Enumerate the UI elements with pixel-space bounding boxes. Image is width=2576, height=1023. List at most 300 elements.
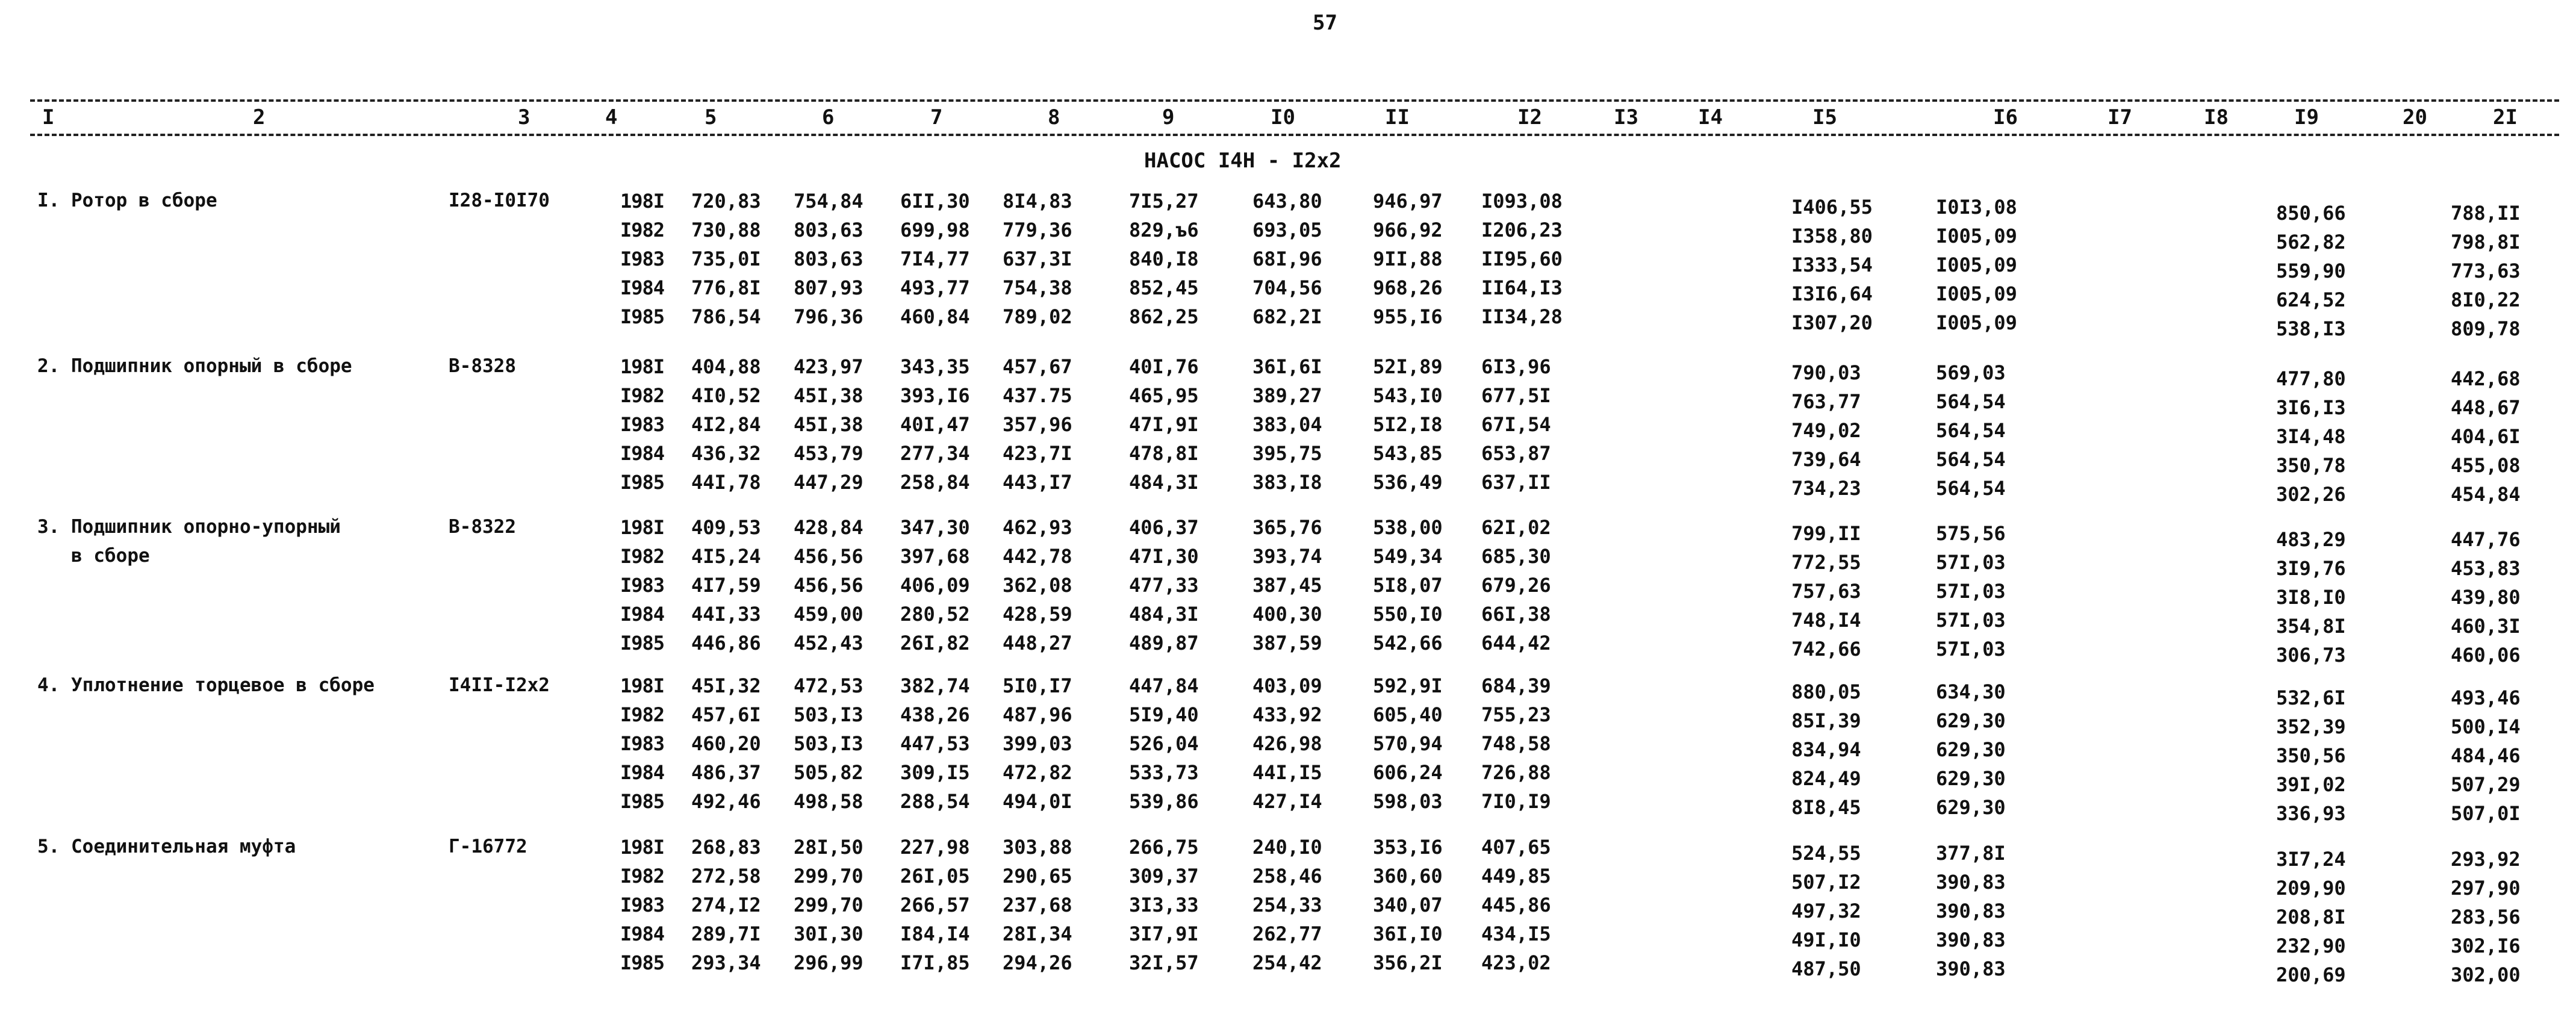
cell-col-19: 3I4,48 [2276,425,2346,448]
cell-col-16: I005,09 [1936,282,2017,305]
cell-col-5: 4I0,52 [691,384,761,407]
cell-col-8: 399,03 [1003,732,1072,755]
cell-col-5: 289,7I [691,922,761,945]
cell-col-8: 428,59 [1003,603,1072,626]
cell-col-6: 803,63 [794,247,863,270]
cell-col-21: 507,29 [2451,773,2521,796]
cell-col-8: 443,I7 [1003,471,1072,494]
cell-col-16: 629,30 [1936,796,2006,819]
cell-col-9: 7I5,27 [1129,190,1199,213]
cell-col-21: 507,0I [2451,802,2521,825]
cell-col-9: 852,45 [1129,276,1199,299]
cell-col-7: 438,26 [900,703,970,726]
cell-col-9: 489,87 [1129,632,1199,655]
cell-col-11: 5I2,I8 [1373,413,1443,436]
cell-col-21: 455,08 [2451,454,2521,477]
cell-col-21: 493,46 [2451,686,2521,709]
cell-col-10: 682,2I [1252,305,1322,328]
cell-col-9: 478,8I [1129,442,1199,465]
row-year: 198I [620,516,665,539]
cell-col-5: 44I,78 [691,471,761,494]
cell-col-8: 472,82 [1003,761,1072,784]
cell-col-6: 472,53 [794,674,863,697]
cell-col-7: 406,09 [900,574,970,597]
cell-col-5: 45I,32 [691,674,761,697]
cell-col-9: 47I,30 [1129,545,1199,568]
item-code: I4II-I2x2 [449,674,550,696]
cell-col-6: 505,82 [794,761,863,784]
cell-col-9: 829,ъ6 [1129,219,1199,241]
cell-col-9: 266,75 [1129,836,1199,859]
cell-col-6: 447,29 [794,471,863,494]
cell-col-9: 40I,76 [1129,355,1199,378]
cell-col-15: 85I,39 [1791,709,1861,732]
cell-col-12: 644,42 [1481,632,1551,655]
column-header-8: 8 [1048,105,1060,129]
cell-col-10: 258,46 [1252,865,1322,888]
cell-col-10: 393,74 [1252,545,1322,568]
cell-col-11: 543,85 [1373,442,1443,465]
section-title: НАСОС I4H - I2x2 [1144,149,1342,173]
cell-col-7: 26I,82 [900,632,970,655]
cell-col-10: 395,75 [1252,442,1322,465]
cell-col-5: 268,83 [691,836,761,859]
cell-col-21: 484,46 [2451,744,2521,767]
cell-col-10: 389,27 [1252,384,1322,407]
cell-col-16: I0I3,08 [1936,196,2017,219]
cell-col-12: 637,II [1481,471,1551,494]
cell-col-16: 564,54 [1936,477,2006,500]
cell-col-15: 487,50 [1791,957,1861,980]
cell-col-15: 524,55 [1791,842,1861,865]
cell-col-12: 684,39 [1481,674,1551,697]
cell-col-6: 452,43 [794,632,863,655]
cell-col-6: 803,63 [794,219,863,241]
cell-col-15: I307,20 [1791,311,1873,334]
cell-col-5: 786,54 [691,305,761,328]
cell-col-7: 343,35 [900,355,970,378]
cell-col-7: 258,84 [900,471,970,494]
cell-col-15: 507,I2 [1791,871,1861,894]
cell-col-8: 362,08 [1003,574,1072,597]
cell-col-7: 26I,05 [900,865,970,888]
cell-col-11: 52I,89 [1373,355,1443,378]
cell-col-21: 293,92 [2451,848,2521,871]
cell-col-7: 347,30 [900,516,970,539]
cell-col-7: 280,52 [900,603,970,626]
cell-col-7: I7I,85 [900,951,970,974]
column-header-19: I9 [2294,105,2319,129]
cell-col-5: 720,83 [691,190,761,213]
cell-col-21: 442,68 [2451,367,2521,390]
cell-col-15: I358,80 [1791,225,1873,247]
cell-col-15: I333,54 [1791,253,1873,276]
cell-col-5: 409,53 [691,516,761,539]
row-year: I982 [620,703,665,726]
cell-col-16: 629,30 [1936,767,2006,790]
page-number: 57 [1313,11,1337,35]
cell-col-9: 447,84 [1129,674,1199,697]
row-year: I982 [620,865,665,888]
row-year: I982 [620,545,665,568]
cell-col-5: 460,20 [691,732,761,755]
cell-col-9: 840,I8 [1129,247,1199,270]
column-header-16: I6 [1993,105,2018,129]
cell-col-9: 3I7,9I [1129,922,1199,945]
cell-col-11: 5I8,07 [1373,574,1443,597]
cell-col-9: 526,04 [1129,732,1199,755]
cell-col-8: 437.75 [1003,384,1072,407]
cell-col-16: I005,09 [1936,311,2017,334]
cell-col-11: 550,I0 [1373,603,1443,626]
cell-col-21: 500,I4 [2451,715,2521,738]
cell-col-12: 62I,02 [1481,516,1551,539]
cell-col-6: 498,58 [794,790,863,813]
cell-col-21: 453,83 [2451,557,2521,580]
cell-col-7: 7I4,77 [900,247,970,270]
cell-col-10: 433,92 [1252,703,1322,726]
cell-col-19: 306,73 [2276,644,2346,667]
row-year: I983 [620,894,665,916]
cell-col-6: 299,70 [794,894,863,916]
cell-col-19: 354,8I [2276,615,2346,638]
cell-col-12: 6I3,96 [1481,355,1551,378]
cell-col-11: 543,I0 [1373,384,1443,407]
cell-col-15: 49I,I0 [1791,928,1861,951]
cell-col-19: 562,82 [2276,231,2346,253]
cell-col-19: 624,52 [2276,288,2346,311]
cell-col-12: 653,87 [1481,442,1551,465]
cell-col-19: 208,8I [2276,906,2346,928]
column-header-7: 7 [930,105,943,129]
cell-col-16: 564,54 [1936,390,2006,413]
cell-col-6: 45I,38 [794,384,863,407]
row-year: I984 [620,761,665,784]
cell-col-9: 484,3I [1129,603,1199,626]
cell-col-5: 4I7,59 [691,574,761,597]
cell-col-8: 357,96 [1003,413,1072,436]
cell-col-8: 457,67 [1003,355,1072,378]
header-top-rule [30,99,2559,102]
cell-col-7: 277,34 [900,442,970,465]
row-year: I983 [620,732,665,755]
cell-col-9: 539,86 [1129,790,1199,813]
cell-col-11: 955,I6 [1373,305,1443,328]
cell-col-7: 699,98 [900,219,970,241]
row-year: I985 [620,471,665,494]
cell-col-15: 739,64 [1791,448,1861,471]
cell-col-8: 294,26 [1003,951,1072,974]
column-header-10: I0 [1271,105,1295,129]
cell-col-5: 274,I2 [691,894,761,916]
cell-col-10: 693,05 [1252,219,1322,241]
cell-col-11: 549,34 [1373,545,1443,568]
cell-col-16: 390,83 [1936,957,2006,980]
cell-col-12: 67I,54 [1481,413,1551,436]
cell-col-8: 8I4,83 [1003,190,1072,213]
cell-col-6: 456,56 [794,574,863,597]
cell-col-7: 382,74 [900,674,970,697]
item-code: Г-16772 [449,836,527,857]
cell-col-21: 454,84 [2451,483,2521,506]
cell-col-15: 763,77 [1791,390,1861,413]
cell-col-19: 232,90 [2276,934,2346,957]
cell-col-6: 299,70 [794,865,863,888]
cell-col-5: 735,0I [691,247,761,270]
cell-col-19: 532,6I [2276,686,2346,709]
cell-col-21: 302,00 [2451,963,2521,986]
cell-col-6: 796,36 [794,305,863,328]
cell-col-16: 629,30 [1936,709,2006,732]
cell-col-7: 493,77 [900,276,970,299]
cell-col-10: 643,80 [1252,190,1322,213]
column-header-15: I5 [1812,105,1837,129]
item-code: B-8322 [449,516,516,538]
cell-col-5: 404,88 [691,355,761,378]
cell-col-11: 598,03 [1373,790,1443,813]
column-header-20: 20 [2403,105,2427,129]
cell-col-16: 564,54 [1936,448,2006,471]
cell-col-10: 44I,I5 [1252,761,1322,784]
column-header-2: 2 [253,105,266,129]
cell-col-21: 460,3I [2451,615,2521,638]
cell-col-6: 503,I3 [794,703,863,726]
cell-col-12: 7I0,I9 [1481,790,1551,813]
cell-col-7: 6II,30 [900,190,970,213]
cell-col-19: 3I7,24 [2276,848,2346,871]
cell-col-19: 477,80 [2276,367,2346,390]
row-year: I982 [620,384,665,407]
cell-col-21: 404,6I [2451,425,2521,448]
row-year: I985 [620,632,665,655]
cell-col-5: 730,88 [691,219,761,241]
cell-col-9: 477,33 [1129,574,1199,597]
cell-col-11: 966,92 [1373,219,1443,241]
cell-col-6: 754,84 [794,190,863,213]
cell-col-8: 28I,34 [1003,922,1072,945]
cell-col-15: 8I8,45 [1791,796,1861,819]
cell-col-15: 748,I4 [1791,609,1861,632]
cell-col-11: 592,9I [1373,674,1443,697]
cell-col-9: 32I,57 [1129,951,1199,974]
cell-col-11: 356,2I [1373,951,1443,974]
cell-col-21: 773,63 [2451,260,2521,282]
cell-col-10: 383,I8 [1252,471,1322,494]
cell-col-8: 423,7I [1003,442,1072,465]
cell-col-15: 834,94 [1791,738,1861,761]
cell-col-7: 40I,47 [900,413,970,436]
cell-col-21: 283,56 [2451,906,2521,928]
cell-col-8: 5I0,I7 [1003,674,1072,697]
cell-col-19: 209,90 [2276,877,2346,900]
cell-col-7: 460,84 [900,305,970,328]
row-year: I983 [620,413,665,436]
cell-col-6: 456,56 [794,545,863,568]
item-name: 3. Подшипник опорно-упорный [37,516,341,538]
cell-col-8: 442,78 [1003,545,1072,568]
cell-col-9: 533,73 [1129,761,1199,784]
cell-col-6: 296,99 [794,951,863,974]
cell-col-16: 57I,03 [1936,551,2006,574]
cell-col-11: 542,66 [1373,632,1443,655]
cell-col-19: 350,56 [2276,744,2346,767]
cell-col-15: 790,03 [1791,361,1861,384]
row-year: I982 [620,219,665,241]
cell-col-9: 465,95 [1129,384,1199,407]
cell-col-6: 45I,38 [794,413,863,436]
cell-col-8: 754,38 [1003,276,1072,299]
cell-col-16: 575,56 [1936,522,2006,545]
row-year: I984 [620,442,665,465]
cell-col-10: 427,I4 [1252,790,1322,813]
cell-col-15: I3I6,64 [1791,282,1873,305]
cell-col-12: 445,86 [1481,894,1551,916]
cell-col-12: 679,26 [1481,574,1551,597]
cell-col-11: 340,07 [1373,894,1443,916]
column-header-12: I2 [1517,105,1542,129]
cell-col-21: 448,67 [2451,396,2521,419]
cell-col-16: 377,8I [1936,842,2006,865]
cell-col-5: 44I,33 [691,603,761,626]
cell-col-10: 240,I0 [1252,836,1322,859]
row-year: I985 [620,305,665,328]
cell-col-10: 403,09 [1252,674,1322,697]
cell-col-16: 390,83 [1936,928,2006,951]
cell-col-5: 4I2,84 [691,413,761,436]
cell-col-15: 742,66 [1791,638,1861,661]
column-header-13: I3 [1614,105,1638,129]
row-year: I985 [620,951,665,974]
cell-col-15: 772,55 [1791,551,1861,574]
cell-col-7: I84,I4 [900,922,970,945]
cell-col-11: 570,94 [1373,732,1443,755]
column-header-17: I7 [2108,105,2132,129]
cell-col-9: 484,3I [1129,471,1199,494]
row-year: 198I [620,190,665,213]
cell-col-12: 434,I5 [1481,922,1551,945]
cell-col-7: 447,53 [900,732,970,755]
cell-col-5: 446,86 [691,632,761,655]
cell-col-7: 393,I6 [900,384,970,407]
cell-col-6: 807,93 [794,276,863,299]
cell-col-7: 227,98 [900,836,970,859]
cell-col-19: 538,I3 [2276,317,2346,340]
cell-col-5: 4I5,24 [691,545,761,568]
item-name: 2. Подшипник опорный в сборе [37,355,352,377]
item-name: I. Ротор в сборе [37,190,217,211]
cell-col-19: 352,39 [2276,715,2346,738]
cell-col-19: 3I6,I3 [2276,396,2346,419]
item-name: 4. Уплотнение торцевое в сборе [37,674,375,696]
cell-col-15: 734,23 [1791,477,1861,500]
column-header-5: 5 [705,105,717,129]
cell-col-12: I206,23 [1481,219,1563,241]
cell-col-8: 494,0I [1003,790,1072,813]
cell-col-9: 406,37 [1129,516,1199,539]
item-code: B-8328 [449,355,516,377]
cell-col-10: 254,42 [1252,951,1322,974]
cell-col-5: 436,32 [691,442,761,465]
cell-col-19: 3I8,I0 [2276,586,2346,609]
cell-col-19: 336,93 [2276,802,2346,825]
column-header-3: 3 [518,105,530,129]
cell-col-7: 288,54 [900,790,970,813]
cell-col-19: 3I9,76 [2276,557,2346,580]
column-header-11: II [1385,105,1410,129]
cell-col-10: 36I,6I [1252,355,1322,378]
cell-col-11: 538,00 [1373,516,1443,539]
cell-col-5: 492,46 [691,790,761,813]
header-bottom-rule [30,134,2559,136]
cell-col-21: 460,06 [2451,644,2521,667]
cell-col-10: 400,30 [1252,603,1322,626]
cell-col-12: II34,28 [1481,305,1563,328]
cell-col-19: 302,26 [2276,483,2346,506]
cell-col-10: 704,56 [1252,276,1322,299]
cell-col-16: 634,30 [1936,680,2006,703]
cell-col-11: 946,97 [1373,190,1443,213]
cell-col-9: 3I3,33 [1129,894,1199,916]
cell-col-11: 360,60 [1373,865,1443,888]
cell-col-12: 726,88 [1481,761,1551,784]
row-year: 198I [620,836,665,859]
cell-col-16: 57I,03 [1936,580,2006,603]
item-name-continued: в сборе [71,545,150,567]
row-year: I983 [620,574,665,597]
cell-col-6: 28I,50 [794,836,863,859]
cell-col-15: 749,02 [1791,419,1861,442]
row-year: I985 [620,790,665,813]
item-code: I28-I0I70 [449,190,550,211]
cell-col-12: 407,65 [1481,836,1551,859]
cell-col-9: 5I9,40 [1129,703,1199,726]
cell-col-21: 8I0,22 [2451,288,2521,311]
cell-col-5: 272,58 [691,865,761,888]
cell-col-6: 428,84 [794,516,863,539]
cell-col-11: 353,I6 [1373,836,1443,859]
cell-col-15: I406,55 [1791,196,1873,219]
cell-col-12: 423,02 [1481,951,1551,974]
cell-col-11: 9II,88 [1373,247,1443,270]
cell-col-7: 266,57 [900,894,970,916]
cell-col-11: 606,24 [1373,761,1443,784]
cell-col-8: 448,27 [1003,632,1072,655]
cell-col-15: 497,32 [1791,900,1861,922]
cell-col-21: 788,II [2451,202,2521,225]
row-year: 198I [620,355,665,378]
row-year: I984 [620,603,665,626]
cell-col-8: 487,96 [1003,703,1072,726]
cell-col-11: 968,26 [1373,276,1443,299]
cell-col-15: 824,49 [1791,767,1861,790]
cell-col-12: 748,58 [1481,732,1551,755]
cell-col-6: 459,00 [794,603,863,626]
cell-col-10: 254,33 [1252,894,1322,916]
cell-col-16: 564,54 [1936,419,2006,442]
cell-col-8: 789,02 [1003,305,1072,328]
cell-col-6: 453,79 [794,442,863,465]
cell-col-16: I005,09 [1936,253,2017,276]
cell-col-5: 776,8I [691,276,761,299]
cell-col-12: II64,I3 [1481,276,1563,299]
cell-col-11: 536,49 [1373,471,1443,494]
row-year: I984 [620,276,665,299]
column-header-18: I8 [2204,105,2229,129]
cell-col-8: 290,65 [1003,865,1072,888]
cell-col-10: 68I,96 [1252,247,1322,270]
cell-col-9: 47I,9I [1129,413,1199,436]
cell-col-16: 57I,03 [1936,638,2006,661]
